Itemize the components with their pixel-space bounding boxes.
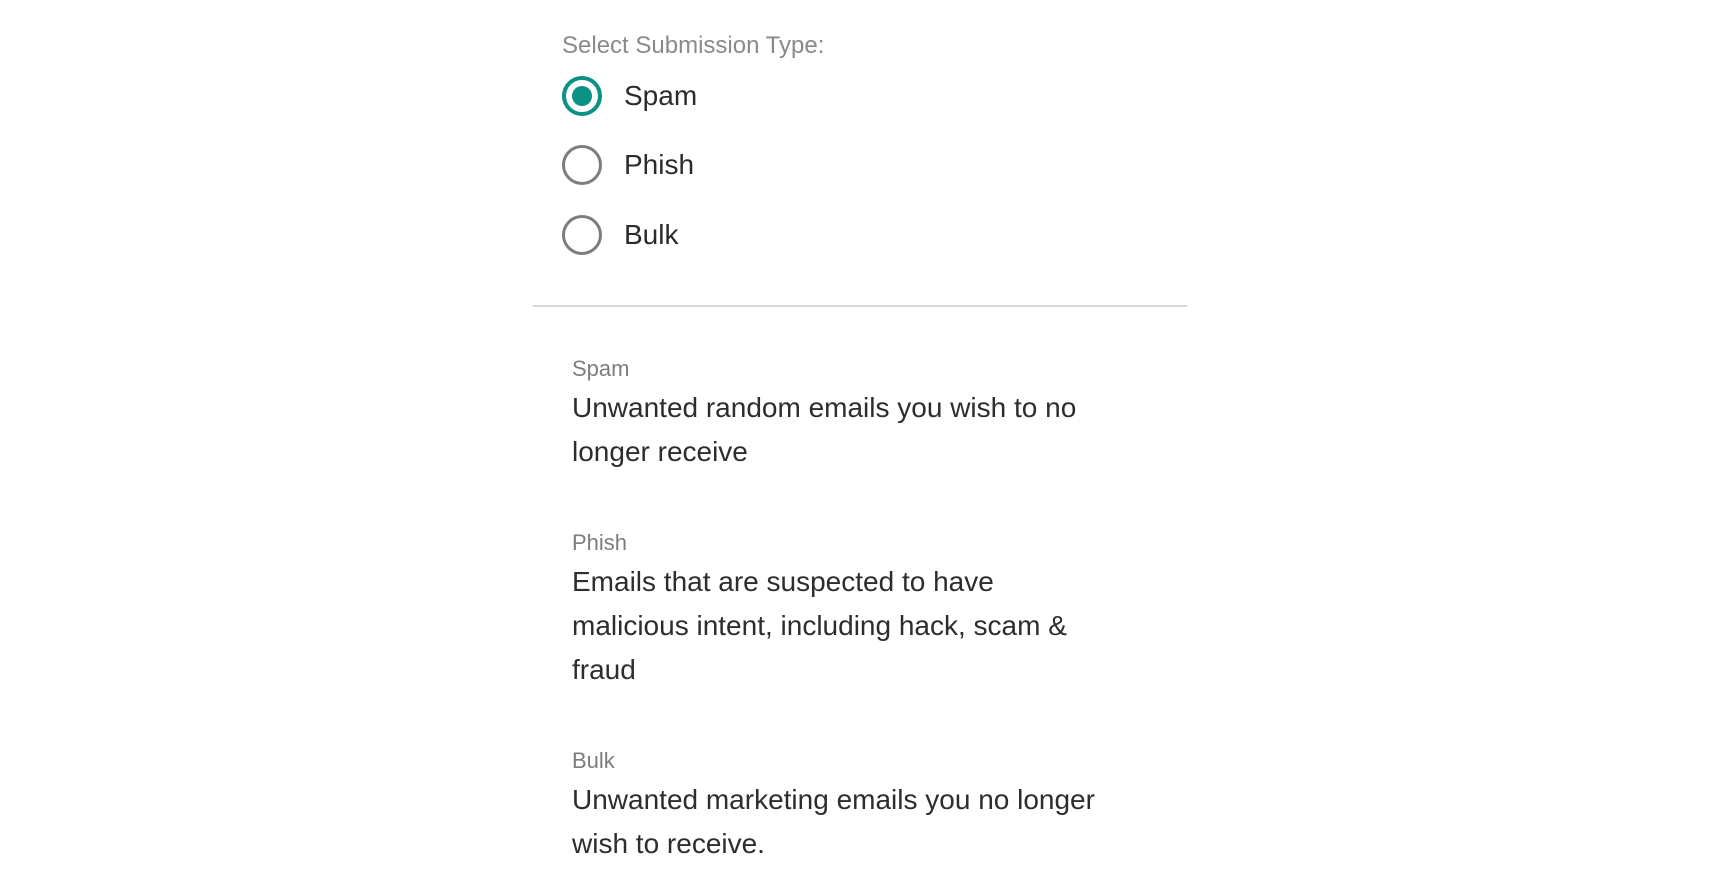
radio-button-icon[interactable]	[562, 76, 602, 116]
radio-label[interactable]: Spam	[624, 80, 698, 111]
radio-label[interactable]: Phish	[624, 149, 695, 180]
radio-option-spam[interactable]	[562, 76, 697, 116]
description-section-phish	[572, 530, 1107, 692]
radio-dot-icon	[572, 86, 592, 106]
description-section-bulk	[572, 748, 1107, 866]
radio-option-phish[interactable]	[562, 145, 694, 185]
radio-button-icon[interactable]	[562, 215, 602, 255]
description-text: Unwanted marketing emails you no longer wish to receive.	[572, 784, 1095, 859]
form-title: Select Submission Type:	[562, 32, 825, 59]
submission-type-descriptions	[572, 356, 1107, 886]
description-text: Emails that are suspected to have malicious intent, including hack, scam & fraud	[572, 566, 1067, 685]
radio-option-bulk[interactable]	[562, 215, 678, 255]
description-term: Spam	[572, 356, 630, 381]
description-section-spam	[572, 356, 1107, 474]
divider	[533, 305, 1187, 307]
radio-label[interactable]: Bulk	[624, 219, 679, 250]
description-text: Unwanted random emails you wish to no longer receive	[572, 392, 1077, 467]
description-term: Phish	[572, 530, 628, 555]
radio-button-icon[interactable]	[562, 145, 602, 185]
description-term: Bulk	[572, 748, 615, 773]
